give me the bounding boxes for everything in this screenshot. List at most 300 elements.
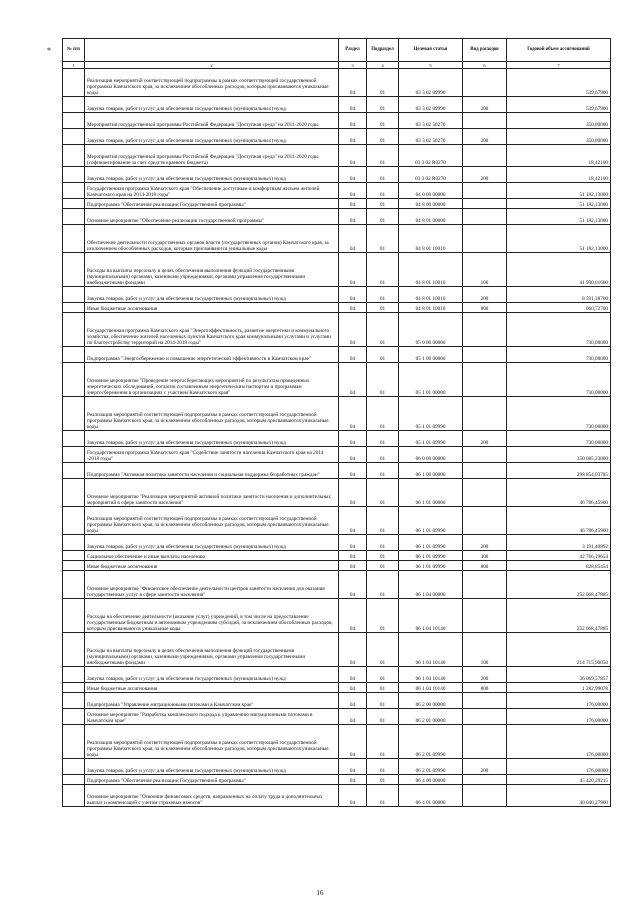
cell-razdel: 04 — [339, 183, 367, 199]
cell-target: 06 0 00 00000 — [399, 447, 463, 463]
header-target: Целевая статья — [399, 39, 463, 62]
budget-table — [62, 38, 611, 807]
cell-no — [63, 759, 85, 775]
cell-name: Государственная программа Камчатского края "Содействие занятости населения Камчатского края на 2014 -2018 годы" — [85, 447, 339, 463]
cell-vid — [463, 113, 507, 129]
column-number: 5 — [399, 62, 463, 69]
cell-amount: 46 786,45900 — [507, 507, 611, 535]
cell-no — [63, 775, 85, 785]
cell-name: Основное мероприятие "Разработка комплексного подхода к управлению миграционными потоками в Камчатском крае" — [85, 709, 339, 725]
table-row — [63, 759, 611, 775]
cell-name: Мероприятия государственной программы Российской Федерации "Доступная среда" на 2011-2020 годы — [85, 113, 339, 129]
cell-vid: 200 — [463, 759, 507, 775]
cell-podrazdel: 01 — [367, 167, 399, 183]
cell-vid — [463, 709, 507, 725]
cell-amount: 660,72700 — [507, 303, 611, 313]
cell-target: 06 1 01 09990 — [399, 551, 463, 561]
cell-no — [63, 725, 85, 759]
cell-vid: 800 — [463, 303, 507, 313]
cell-vid: 300 — [463, 551, 507, 561]
cell-razdel: 04 — [339, 145, 367, 167]
cell-target: 05 1 01 09990 — [399, 397, 463, 431]
cell-name: Иные бюджетные ассигнования — [85, 561, 339, 571]
cell-vid: 200 — [463, 287, 507, 303]
cell-razdel: 04 — [339, 303, 367, 313]
cell-razdel: 04 — [339, 253, 367, 287]
cell-target: 03 3 02 09990 — [399, 69, 463, 97]
cell-no — [63, 225, 85, 253]
cell-no — [63, 303, 85, 313]
budget-table-container — [62, 38, 610, 807]
cell-razdel: 04 — [339, 69, 367, 97]
cell-vid: 100 — [463, 633, 507, 667]
cell-podrazdel: 01 — [367, 253, 399, 287]
cell-razdel: 04 — [339, 725, 367, 759]
cell-no — [63, 507, 85, 535]
cell-razdel: 04 — [339, 693, 367, 709]
cell-no — [63, 347, 85, 363]
cell-name: Иные бюджетные ассигнования — [85, 303, 339, 313]
cell-target: 06 1 00 00000 — [399, 463, 463, 479]
cell-vid: 200 — [463, 97, 507, 113]
cell-podrazdel: 01 — [367, 463, 399, 479]
cell-podrazdel: 01 — [367, 775, 399, 785]
table-row — [63, 287, 611, 303]
cell-amount: 730,00000 — [507, 397, 611, 431]
cell-name: Подпрограмма "Энергосбережение и повышение энергетической эффективности в Камчатском крае" — [85, 347, 339, 363]
cell-razdel: 04 — [339, 209, 367, 225]
cell-target: 04 8 01 10010 — [399, 303, 463, 313]
cell-no — [63, 97, 85, 113]
cell-amount: 350,00000 — [507, 129, 611, 145]
cell-vid — [463, 693, 507, 709]
cell-podrazdel: 01 — [367, 667, 399, 683]
table-row — [63, 313, 611, 347]
cell-target: 05 0 00 00000 — [399, 313, 463, 347]
cell-vid — [463, 507, 507, 535]
cell-podrazdel: 01 — [367, 97, 399, 113]
cell-name: Закупка товаров, работ и услуг для обеспечения государственных (муниципальных) нужд — [85, 667, 339, 683]
table-row — [63, 535, 611, 551]
cell-target: 06 1 04 10140 — [399, 683, 463, 693]
cell-target: 03 3 02 R0270 — [399, 145, 463, 167]
cell-target: 05 1 01 00000 — [399, 363, 463, 397]
cell-name: Расходы на обеспечение деятельности (оказание услуг) учреждений, в том числе на предоставление государственным бюджетным и автономным учреждениям субсидий, за исключением обособленных расходов, которым присваиваются уникальные коды — [85, 599, 339, 633]
cell-podrazdel: 01 — [367, 363, 399, 397]
cell-amount: 730,00000 — [507, 431, 611, 447]
cell-podrazdel: 01 — [367, 551, 399, 561]
cell-name: Расходы на выплаты персоналу в целях обеспечения выполнения функций государственными (муниципальными) органами, казенными учреждениями, органами управления государственными внебюджетными фондами — [85, 633, 339, 667]
cell-amount: 350,00000 — [507, 113, 611, 129]
cell-podrazdel: 01 — [367, 347, 399, 363]
cell-no — [63, 145, 85, 167]
table-row — [63, 725, 611, 759]
cell-target: 04 8 01 00000 — [399, 209, 463, 225]
cell-amount: 350 085,23000 — [507, 447, 611, 463]
cell-vid: 200 — [463, 431, 507, 447]
cell-razdel: 04 — [339, 683, 367, 693]
header-name — [85, 39, 339, 62]
cell-razdel: 04 — [339, 113, 367, 129]
cell-target: 06 2 01 09990 — [399, 759, 463, 775]
cell-vid — [463, 145, 507, 167]
cell-amount: 36 069,57857 — [507, 667, 611, 683]
cell-vid — [463, 347, 507, 363]
cell-amount: 730,00000 — [507, 363, 611, 397]
cell-vid — [463, 479, 507, 507]
cell-no — [63, 633, 85, 667]
cell-target: 06 1 01 09990 — [399, 535, 463, 551]
cell-vid: 200 — [463, 167, 507, 183]
table-row — [63, 683, 611, 693]
cell-vid — [463, 463, 507, 479]
cell-amount: 45 420,29215 — [507, 775, 611, 785]
cell-podrazdel: 01 — [367, 69, 399, 97]
cell-razdel: 04 — [339, 561, 367, 571]
table-row — [63, 347, 611, 363]
cell-razdel: 04 — [339, 633, 367, 667]
cell-no — [63, 167, 85, 183]
cell-target: 06 1 04 10140 — [399, 599, 463, 633]
cell-podrazdel: 01 — [367, 693, 399, 709]
column-number: 2 — [85, 62, 339, 69]
column-number: 7 — [507, 62, 611, 69]
cell-vid — [463, 199, 507, 209]
cell-vid — [463, 183, 507, 199]
cell-no — [63, 479, 85, 507]
cell-name: Иные бюджетные ассигнования — [85, 683, 339, 693]
header-no: № п/п — [63, 39, 85, 62]
cell-no — [63, 287, 85, 303]
cell-no — [63, 693, 85, 709]
cell-podrazdel: 01 — [367, 145, 399, 167]
cell-amount: 176,00000 — [507, 693, 611, 709]
cell-amount: 539,67900 — [507, 69, 611, 97]
cell-vid — [463, 209, 507, 225]
table-row — [63, 397, 611, 431]
cell-podrazdel: 01 — [367, 113, 399, 129]
cell-amount: 3 191,40892 — [507, 535, 611, 551]
cell-razdel: 04 — [339, 347, 367, 363]
cell-razdel: 04 — [339, 167, 367, 183]
header-podrazdel: Подраздел — [367, 39, 399, 62]
cell-vid: 200 — [463, 129, 507, 145]
cell-razdel: 04 — [339, 199, 367, 209]
cell-target: 06 1 04 10140 — [399, 633, 463, 667]
cell-target: 04 8 01 10010 — [399, 225, 463, 253]
cell-no — [63, 535, 85, 551]
cell-no — [63, 551, 85, 561]
cell-razdel: 04 — [339, 225, 367, 253]
table-row — [63, 253, 611, 287]
cell-vid: 800 — [463, 683, 507, 693]
cell-podrazdel: 01 — [367, 683, 399, 693]
cell-target: 06 1 04 10140 — [399, 667, 463, 683]
cell-podrazdel: 01 — [367, 507, 399, 535]
cell-podrazdel: 01 — [367, 709, 399, 725]
cell-razdel: 04 — [339, 479, 367, 507]
cell-no — [63, 683, 85, 693]
table-row — [63, 225, 611, 253]
cell-podrazdel: 01 — [367, 571, 399, 599]
cell-name: Закупка товаров, работ и услуг для обеспечения государственных (муниципальных) нужд — [85, 535, 339, 551]
table-row — [63, 431, 611, 447]
table-row — [63, 69, 611, 97]
cell-razdel: 04 — [339, 97, 367, 113]
cell-name: Подпрограмма "Управление миграционными потоками в Камчатском крае" — [85, 693, 339, 709]
table-row — [63, 561, 611, 571]
cell-podrazdel: 01 — [367, 303, 399, 313]
column-number: 6 — [463, 62, 507, 69]
cell-podrazdel: 01 — [367, 431, 399, 447]
table-row — [63, 479, 611, 507]
cell-name: Закупка товаров, работ и услуг для обеспечения государственных (муниципальных) нужд — [85, 431, 339, 447]
cell-podrazdel: 01 — [367, 287, 399, 303]
cell-name: Государственная программа Камчатского края "Обеспечение доступным и комфортным жильем жителей Камчатского края на 2014-2018 годы" — [85, 183, 339, 199]
cell-vid — [463, 69, 507, 97]
cell-name: Закупка товаров, работ и услуг для обеспечения государственных (муниципальных) нужд — [85, 97, 339, 113]
cell-name: Закупка товаров, работ и услуг для обеспечения государственных (муниципальных) нужд — [85, 167, 339, 183]
cell-name: Закупка товаров, работ и услуг для обеспечения государственных (муниципальных) нужд — [85, 759, 339, 775]
cell-podrazdel: 01 — [367, 785, 399, 807]
cell-vid: 200 — [463, 535, 507, 551]
cell-target: 03 3 02 R0270 — [399, 167, 463, 183]
table-row — [63, 785, 611, 807]
table-row — [63, 447, 611, 463]
cell-podrazdel: 01 — [367, 447, 399, 463]
table-row — [63, 97, 611, 113]
cell-amount: 46 786,45900 — [507, 479, 611, 507]
cell-podrazdel: 01 — [367, 599, 399, 633]
cell-amount: 51 182,13000 — [507, 199, 611, 209]
cell-vid — [463, 313, 507, 347]
cell-name: Основное мероприятие "Реализация мероприятий активной политики занятости населения и дополнительных мероприятий в сфере занятости населения" — [85, 479, 339, 507]
cell-podrazdel: 01 — [367, 209, 399, 225]
corner-mark: * — [47, 46, 51, 55]
table-row — [63, 463, 611, 479]
cell-target: 04 0 00 00000 — [399, 183, 463, 199]
cell-razdel: 04 — [339, 431, 367, 447]
cell-name: Реализация мероприятий соответствующей подпрограммы в рамках соответствующей государственной программы Камчатского края, за исключением обособленных расходов, которым присваиваются уникальные коды — [85, 725, 339, 759]
cell-name: Основное мероприятие "Финансовое обеспечение деятельности центров занятости населения для оказания государственных услуг в сфере занятости населения" — [85, 571, 339, 599]
cell-target: 03 3 02 09990 — [399, 97, 463, 113]
column-number: 1 — [63, 62, 85, 69]
cell-vid: 200 — [463, 667, 507, 683]
header-razdel: Раздел — [339, 39, 367, 62]
cell-amount: 51 182,13000 — [507, 225, 611, 253]
cell-target: 06 2 01 00000 — [399, 709, 463, 725]
cell-no — [63, 463, 85, 479]
cell-razdel: 04 — [339, 363, 367, 397]
cell-no — [63, 253, 85, 287]
cell-amount: 8 591,38700 — [507, 287, 611, 303]
cell-razdel: 04 — [339, 599, 367, 633]
cell-amount: 176,00000 — [507, 759, 611, 775]
cell-vid — [463, 397, 507, 431]
cell-podrazdel: 01 — [367, 225, 399, 253]
column-number: 3 — [339, 62, 367, 69]
cell-razdel: 04 — [339, 775, 367, 785]
cell-razdel: 04 — [339, 759, 367, 775]
cell-amount: 176,00000 — [507, 709, 611, 725]
cell-podrazdel: 01 — [367, 561, 399, 571]
cell-razdel: 04 — [339, 535, 367, 551]
cell-name: Государственная программа Камчатского края "Энергоэффективность, развитие энергетики и коммунального хозяйства, обеспечение жителей населенных пунктов Камчатского края коммунальными услугами и услугами по благоустройству территорий на 2014-2018 годы" — [85, 313, 339, 347]
cell-amount: 41 930,01600 — [507, 253, 611, 287]
cell-name: Реализация мероприятий соответствующей подпрограммы в рамках соответствующей государственной программы Камчатского края, за исключением обособленных расходов, которым присваиваются уникальные коды — [85, 397, 339, 431]
table-row — [63, 775, 611, 785]
cell-target: 03 3 02 50270 — [399, 129, 463, 145]
cell-amount: 252 068,47885 — [507, 571, 611, 599]
table-row — [63, 507, 611, 535]
cell-podrazdel: 01 — [367, 479, 399, 507]
cell-razdel: 04 — [339, 571, 367, 599]
cell-target: 03 3 02 50270 — [399, 113, 463, 129]
cell-name: Реализация мероприятий соответствующей подпрограммы в рамках соответствующей государственной программы Камчатского края, за исключением обособленных расходов, которым присваиваются уникальные коды — [85, 507, 339, 535]
cell-podrazdel: 01 — [367, 725, 399, 759]
table-row — [63, 633, 611, 667]
cell-vid — [463, 725, 507, 759]
cell-name: Обеспечение деятельности государственных органов власти (государственных органов) Камчатского края, за исключением обособленных расходов, которым присваиваются уникальные коды — [85, 225, 339, 253]
cell-no — [63, 199, 85, 209]
cell-no — [63, 113, 85, 129]
cell-razdel: 04 — [339, 447, 367, 463]
cell-name: Подпрограмма "Активная политика занятости населения и социальная поддержка безработных граждан" — [85, 463, 339, 479]
cell-podrazdel: 01 — [367, 199, 399, 209]
cell-razdel: 04 — [339, 463, 367, 479]
table-header-row — [63, 39, 611, 62]
cell-razdel: 04 — [339, 397, 367, 431]
cell-vid — [463, 775, 507, 785]
cell-razdel: 04 — [339, 507, 367, 535]
cell-target: 05 1 01 09990 — [399, 431, 463, 447]
cell-no — [63, 431, 85, 447]
cell-name: Подпрограмма "Обеспечение реализации Государственной программы" — [85, 199, 339, 209]
table-row — [63, 167, 611, 183]
cell-vid — [463, 571, 507, 599]
cell-no — [63, 363, 85, 397]
cell-name: Основное мероприятие "Проведение энергосберегающих мероприятий по результатам проведенных энергетических обследований, согласно составленным энергетическим паспортам и программам энергосбережения в организациях с участием Камчатского края" — [85, 363, 339, 397]
cell-razdel: 04 — [339, 667, 367, 683]
cell-amount: 1 282,99078 — [507, 683, 611, 693]
table-row — [63, 199, 611, 209]
cell-razdel: 04 — [339, 313, 367, 347]
cell-podrazdel: 01 — [367, 183, 399, 199]
cell-target: 04 8 01 10010 — [399, 287, 463, 303]
cell-no — [63, 183, 85, 199]
page-number: 16 — [316, 889, 324, 897]
cell-podrazdel: 01 — [367, 129, 399, 145]
cell-amount: 176,00000 — [507, 725, 611, 759]
cell-podrazdel: 01 — [367, 535, 399, 551]
table-row — [63, 363, 611, 397]
column-number: 4 — [367, 62, 399, 69]
cell-vid — [463, 447, 507, 463]
cell-razdel: 04 — [339, 551, 367, 561]
cell-razdel: 04 — [339, 129, 367, 145]
cell-name: Мероприятия государственной программы Российской Федерации "Доступная среда" на 2011-2020 годы (софинансирование за счет средств краевого бюджета) — [85, 145, 339, 167]
cell-amount: 730,00000 — [507, 313, 611, 347]
cell-no — [63, 209, 85, 225]
cell-vid: 800 — [463, 561, 507, 571]
table-row — [63, 599, 611, 633]
table-row — [63, 709, 611, 725]
cell-name: Закупка товаров, работ и услуг для обеспечения государственных (муниципальных) нужд — [85, 287, 339, 303]
cell-podrazdel: 01 — [367, 633, 399, 667]
table-row — [63, 551, 611, 561]
cell-amount: 214 715,90050 — [507, 633, 611, 667]
cell-target: 06 4 01 00000 — [399, 785, 463, 807]
cell-name: Основное мероприятие "Освоение финансовых средств, направленных на оплату труда и дополнительных выплат и компенсаций с учетом страховых взносов" — [85, 785, 339, 807]
table-row — [63, 303, 611, 313]
cell-vid — [463, 363, 507, 397]
cell-no — [63, 667, 85, 683]
column-number-row — [63, 62, 611, 69]
cell-razdel: 04 — [339, 287, 367, 303]
cell-target: 06 1 01 00000 — [399, 479, 463, 507]
cell-target: 06 1 04 00000 — [399, 571, 463, 599]
cell-vid — [463, 225, 507, 253]
cell-name: Расходы на выплаты персоналу в целях обеспечения выполнения функций государственными (муниципальными) органами, казенными учреждениями, органами управления государственными внебюджетными фондами — [85, 253, 339, 287]
cell-target: 05 1 00 00000 — [399, 347, 463, 363]
cell-vid: 100 — [463, 253, 507, 287]
cell-amount: 18,42100 — [507, 167, 611, 183]
cell-name: Основное мероприятие "Обеспечение реализации государственной программы" — [85, 209, 339, 225]
cell-no — [63, 785, 85, 807]
cell-no — [63, 571, 85, 599]
cell-target: 04 8 00 00000 — [399, 199, 463, 209]
table-row — [63, 145, 611, 167]
cell-no — [63, 69, 85, 97]
cell-amount: 18,42100 — [507, 145, 611, 167]
cell-podrazdel: 01 — [367, 313, 399, 347]
cell-amount: 539,67900 — [507, 97, 611, 113]
cell-vid — [463, 785, 507, 807]
cell-name: Подпрограмма "Обеспечение реализации Государственной программы" — [85, 775, 339, 785]
cell-target: 06 2 01 09990 — [399, 725, 463, 759]
table-row — [63, 209, 611, 225]
table-row — [63, 571, 611, 599]
table-body — [63, 69, 611, 807]
cell-no — [63, 397, 85, 431]
cell-no — [63, 561, 85, 571]
cell-no — [63, 313, 85, 347]
table-row — [63, 693, 611, 709]
table-row — [63, 183, 611, 199]
cell-name: Реализация мероприятий соответствующей подпрограммы в рамках соответствующей государственной программы Камчатского края, за исключением обособленных расходов, которым присваиваются уникальные коды — [85, 69, 339, 97]
cell-razdel: 04 — [339, 785, 367, 807]
cell-target: 04 8 01 10010 — [399, 253, 463, 287]
table-row — [63, 113, 611, 129]
cell-amount: 298 854,03785 — [507, 463, 611, 479]
cell-amount: 42 766,19654 — [507, 551, 611, 561]
cell-target: 06 4 00 00000 — [399, 775, 463, 785]
cell-amount: 40 040,27900 — [507, 785, 611, 807]
cell-target: 06 1 01 09990 — [399, 507, 463, 535]
cell-target: 06 2 00 00000 — [399, 693, 463, 709]
cell-name: Закупка товаров, работ и услуг для обеспечения государственных (муниципальных) нужд — [85, 129, 339, 145]
cell-no — [63, 709, 85, 725]
cell-amount: 252 068,47885 — [507, 599, 611, 633]
cell-amount: 51 182,13000 — [507, 209, 611, 225]
cell-amount: 828,85454 — [507, 561, 611, 571]
cell-vid — [463, 599, 507, 633]
table-row — [63, 129, 611, 145]
cell-name: Социальное обеспечение и иные выплаты населению — [85, 551, 339, 561]
cell-podrazdel: 01 — [367, 759, 399, 775]
cell-podrazdel: 01 — [367, 397, 399, 431]
cell-razdel: 04 — [339, 709, 367, 725]
